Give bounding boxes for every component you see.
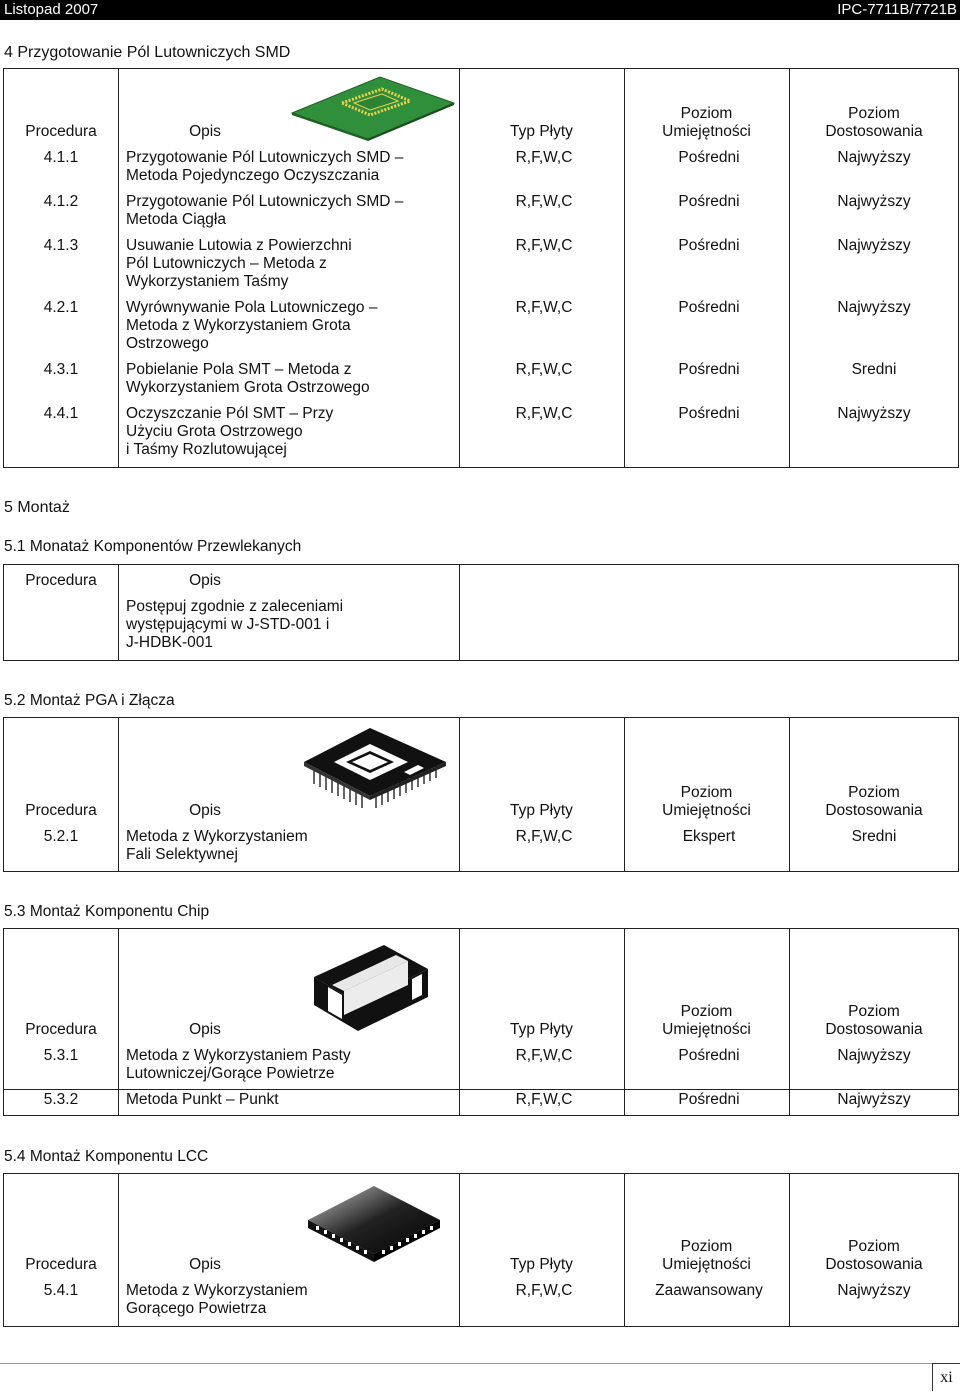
skill-level: Ekspert xyxy=(682,828,736,845)
description-line: Ostrzowego xyxy=(126,335,209,352)
procedure-number: 4.2.1 xyxy=(43,299,79,316)
board-type: R,F,W,C xyxy=(515,193,573,210)
skill-level: Pośredni xyxy=(678,361,740,378)
skill-level: Pośredni xyxy=(678,1047,740,1064)
description-line: i Taśmy Rozlutowującej xyxy=(126,441,287,458)
page-number: xi xyxy=(932,1363,960,1391)
section-5-4-table xyxy=(3,1173,959,1327)
board-type: R,F,W,C xyxy=(515,405,573,422)
section-5-3-table xyxy=(3,928,959,1116)
col-procedure-header: Procedura xyxy=(25,123,97,140)
description-line: Wykorzystaniem Taśmy xyxy=(126,273,289,290)
conformance-level: Najwyższy xyxy=(837,237,911,254)
col-board-type-header: Typ Płyty xyxy=(510,123,573,140)
col-skill-header: Poziom Umiejętności xyxy=(662,784,751,819)
procedure-description xyxy=(126,1282,456,1318)
conformance-level: Sredni xyxy=(851,361,897,378)
board-type: R,F,W,C xyxy=(515,299,573,316)
procedure-number: 4.1.1 xyxy=(43,149,79,166)
board-type: R,F,W,C xyxy=(515,149,573,166)
section-5-1-table xyxy=(3,564,959,661)
col-board-type-header: Typ Płyty xyxy=(510,1256,573,1273)
col-description-header: Opis xyxy=(189,1021,221,1038)
section-4-table xyxy=(3,68,959,468)
page-header xyxy=(0,0,960,20)
col-skill-header: Poziom Umiejętności xyxy=(662,1238,751,1273)
procedure-description xyxy=(126,1047,456,1083)
section-5-4-title: 5.4 Montaż Komponentu LCC xyxy=(4,1148,209,1165)
procedure-number: 5.2.1 xyxy=(43,828,79,845)
description-line: Gorącego Powietrza xyxy=(126,1300,267,1317)
skill-level: Pośredni xyxy=(678,149,740,166)
header-doc-id: IPC-7711B/7721B xyxy=(837,1,957,18)
conformance-level: Najwyższy xyxy=(837,1282,911,1299)
col-skill-header: Poziom Umiejętności xyxy=(662,105,751,140)
description-line: Metoda z Wykorzystaniem Grota xyxy=(126,317,351,334)
procedure-description xyxy=(126,299,456,353)
board-type: R,F,W,C xyxy=(515,1047,573,1064)
col-skill-header: Poziom Umiejętności xyxy=(662,1003,751,1038)
lcc-package-image xyxy=(304,1182,444,1268)
description-line: Wykorzystaniem Grota Ostrzowego xyxy=(126,379,370,396)
header-date: Listopad 2007 xyxy=(4,1,99,18)
procedure-number: 5.4.1 xyxy=(43,1282,79,1299)
skill-level: Pośredni xyxy=(678,405,740,422)
skill-level: Pośredni xyxy=(678,237,740,254)
col-board-type-header: Typ Płyty xyxy=(510,1021,573,1038)
skill-level: Pośredni xyxy=(678,299,740,316)
col-conformance-header: Poziom Dostosowania xyxy=(825,784,923,819)
procedure-description xyxy=(126,361,456,397)
description-line: Metoda Ciągła xyxy=(126,211,226,228)
procedure-number: 4.1.3 xyxy=(43,237,79,254)
description-line: Metoda Pojedynczego Oczyszczania xyxy=(126,167,380,184)
col-procedure-header: Procedura xyxy=(25,1256,97,1273)
board-type: R,F,W,C xyxy=(515,237,573,254)
col-description-header: Opis xyxy=(189,572,221,589)
procedure-number: 5.3.2 xyxy=(43,1091,79,1108)
conformance-level: Najwyższy xyxy=(837,1047,911,1064)
col-description-header: Opis xyxy=(189,1256,221,1273)
col-procedure-header: Procedura xyxy=(25,1021,97,1038)
description-line: Metoda z Wykorzystaniem Pasty xyxy=(126,1047,351,1064)
smd-pcb-board-image xyxy=(290,75,456,141)
skill-level: Pośredni xyxy=(678,193,740,210)
procedure-description xyxy=(126,149,456,185)
conformance-level: Najwyższy xyxy=(837,405,911,422)
description-line: Usuwanie Lutowia z Powierzchni xyxy=(126,237,352,254)
conformance-level: Sredni xyxy=(851,828,897,845)
col-description-header: Opis xyxy=(189,123,221,140)
section-5-2-title: 5.2 Montaż PGA i Złącza xyxy=(4,692,175,709)
col-description-header: Opis xyxy=(189,802,221,819)
chip-component-image xyxy=(308,941,432,1033)
board-type: R,F,W,C xyxy=(515,1091,573,1108)
description-line: Oczyszczanie Pól SMT – Przy xyxy=(126,405,334,422)
col-procedure-header: Procedura xyxy=(25,802,97,819)
description-line: Metoda Punkt – Punkt xyxy=(126,1091,279,1108)
board-type: R,F,W,C xyxy=(515,361,573,378)
conformance-level: Najwyższy xyxy=(837,149,911,166)
col-conformance-header: Poziom Dostosowania xyxy=(825,105,923,140)
description-line: Lutowniczej/Gorące Powietrze xyxy=(126,1065,335,1082)
procedure-description xyxy=(126,193,456,229)
section-4-title: 4 Przygotowanie Pól Lutowniczych SMD xyxy=(4,44,291,61)
conformance-level: Najwyższy xyxy=(837,193,911,210)
description-line: Fali Selektywnej xyxy=(126,846,238,863)
description-line: Użyciu Grota Ostrzowego xyxy=(126,423,303,440)
col-procedure-header: Procedura xyxy=(25,572,97,589)
procedure-description xyxy=(126,1091,456,1109)
procedure-number: 5.3.1 xyxy=(43,1047,79,1064)
description-line: Metoda z Wykorzystaniem xyxy=(126,1282,308,1299)
section-5-1-title: 5.1 Monatаż Komponentów Przewlekanych xyxy=(4,538,302,555)
description-line: Przygotowanie Pól Lutowniczych SMD – xyxy=(126,193,404,210)
skill-level: Zaawansowany xyxy=(655,1282,763,1299)
description-line: Pól Lutowniczych – Metoda z xyxy=(126,255,327,272)
description-line: Wyrównywanie Pola Lutowniczego – xyxy=(126,299,378,316)
conformance-level: Najwyższy xyxy=(837,299,911,316)
procedure-description xyxy=(126,237,456,291)
board-type: R,F,W,C xyxy=(515,828,573,845)
conformance-level: Najwyższy xyxy=(837,1091,911,1108)
board-type: R,F,W,C xyxy=(515,1282,573,1299)
procedure-description xyxy=(126,828,456,864)
description-line: Metoda z Wykorzystaniem xyxy=(126,828,308,845)
procedure-number: 4.3.1 xyxy=(43,361,79,378)
section-5-2-table xyxy=(3,717,959,872)
skill-level: Pośredni xyxy=(678,1091,740,1108)
section-5-title: 5 Montaż xyxy=(4,499,70,516)
procedure-number: 4.4.1 xyxy=(43,405,79,422)
procedure-number: 4.1.2 xyxy=(43,193,79,210)
procedure-description xyxy=(126,405,456,459)
footer-rule xyxy=(0,1363,960,1364)
col-board-type-header: Typ Płyty xyxy=(510,802,573,819)
pga-socket-image xyxy=(300,724,450,810)
description-line: Przygotowanie Pól Lutowniczych SMD – xyxy=(126,149,404,166)
col-conformance-header: Poziom Dostosowania xyxy=(825,1238,923,1273)
section-5-3-title: 5.3 Montaż Komponentu Chip xyxy=(4,903,210,920)
instruction-text: Postępuj zgodnie z zaleceniami występującymi w J-STD-001 i J-HDBK-001 xyxy=(126,598,344,651)
col-conformance-header: Poziom Dostosowania xyxy=(825,1003,923,1038)
description-line: Pobielanie Pola SMT – Metoda z xyxy=(126,361,352,378)
